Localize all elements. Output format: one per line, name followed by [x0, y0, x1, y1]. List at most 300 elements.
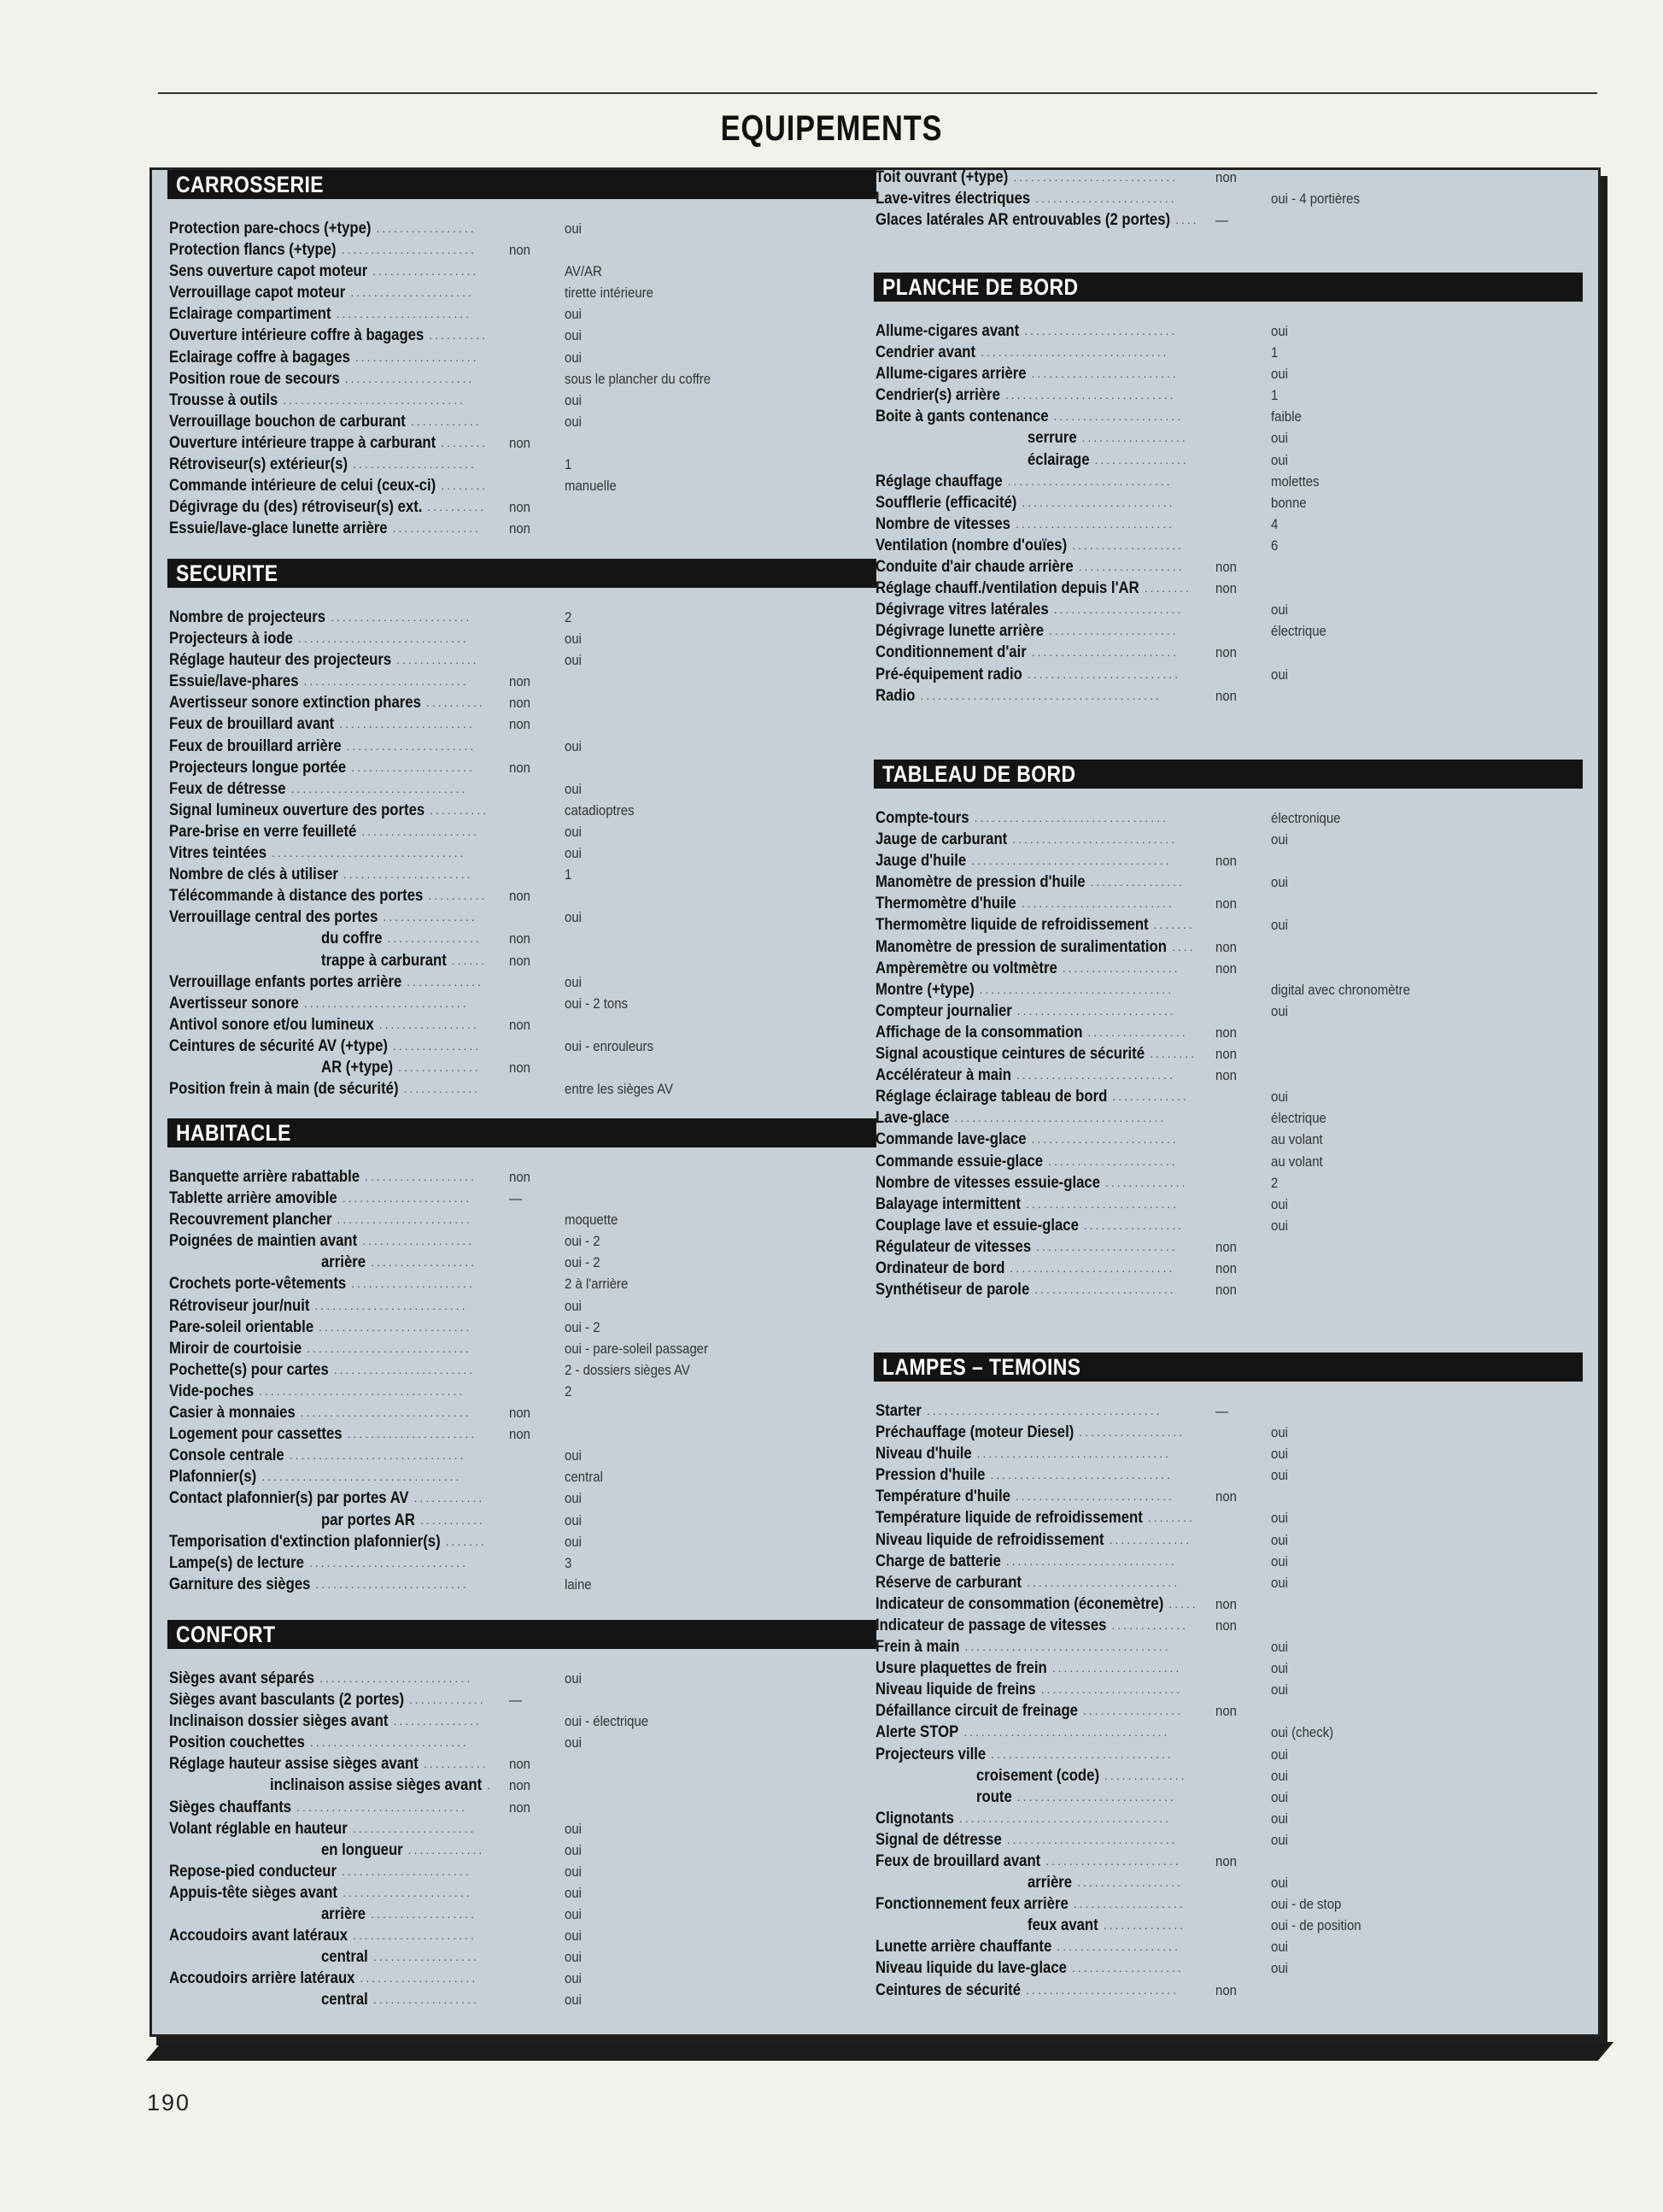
leader-dots: .................................. [261, 1470, 462, 1484]
top-rule [158, 92, 1597, 94]
leader-dots: ............. [403, 1082, 481, 1096]
table-row [167, 1445, 876, 1466]
row-label: Tablette arrière amovible [169, 1189, 337, 1208]
table-row [874, 871, 1583, 893]
row-value-secondary: tirette intérieure [565, 285, 653, 302]
leader-dots: .................. [1077, 1875, 1184, 1890]
table-row [874, 1551, 1583, 1572]
row-label: Conditionnement d'air [875, 643, 1027, 662]
row-label: Crochets porte-vêtements [169, 1275, 347, 1294]
table-row [167, 1989, 876, 2010]
row-value-secondary: oui [1271, 831, 1288, 848]
leader-dots: .......................... [1022, 495, 1175, 509]
row-label: Vide-poches [169, 1382, 255, 1400]
row-label: Commande essuie-glace [875, 1152, 1044, 1171]
leader-dots: ..................... [353, 1928, 477, 1943]
leader-dots: ...................... [1048, 1153, 1178, 1168]
table-row [167, 671, 876, 692]
leader-dots: .............. [1103, 1918, 1186, 1933]
leader-dots: ............. [1112, 1089, 1189, 1104]
row-label: Antivol sonore et/ou lumineux [169, 1015, 374, 1034]
row-value-secondary: oui [1271, 1088, 1288, 1106]
row-label: Couplage lave et essuie-glace [875, 1216, 1079, 1235]
row-value-primary: non [509, 434, 530, 451]
table-row [874, 1936, 1583, 1957]
row-label: Vitres teintées [169, 844, 267, 863]
row-label: Rétroviseur jour/nuit [169, 1296, 310, 1315]
leader-dots: ................................. [974, 811, 1168, 824]
row-value-secondary: 2 [1271, 1174, 1279, 1191]
table-row [167, 864, 876, 885]
leader-dots: . [487, 1778, 494, 1792]
row-value-primary: non [509, 888, 530, 905]
leader-dots: ............................. [296, 1799, 467, 1814]
row-label: Charge de batterie [875, 1552, 1001, 1570]
leader-dots: ............................. [1004, 388, 1176, 402]
leader-dots: ........................... [1016, 1003, 1176, 1018]
table-row [167, 649, 876, 671]
row-label: inclinaison assise sièges avant [270, 1776, 483, 1795]
table-row [167, 1689, 876, 1710]
row-label: Sièges avant basculants (2 portes) [169, 1691, 405, 1710]
page-number: 190 [147, 2090, 191, 2115]
row-label: Sens ouverture capot moteur [169, 262, 368, 281]
leader-dots: .......... [430, 802, 489, 817]
row-label: en longueur [321, 1840, 403, 1859]
row-value-secondary: oui [1271, 1574, 1288, 1591]
row-value-primary: non [1215, 853, 1237, 870]
table-row [167, 950, 876, 971]
leader-dots: ......................................... [920, 688, 1162, 702]
leader-dots: .............................. [290, 781, 468, 795]
leader-dots: .................. [371, 1907, 477, 1922]
row-value-primary: non [1215, 1282, 1237, 1299]
row-label: Repose-pied conducteur [169, 1862, 337, 1880]
row-label: Feux de brouillard arrière [169, 736, 342, 755]
leader-dots: ................... [1073, 1897, 1186, 1911]
row-value-primary: non [1215, 1981, 1237, 1998]
row-label: Temporisation d'extinction plafonnier(s) [169, 1532, 441, 1551]
table-row [874, 1043, 1583, 1065]
leader-dots: ........ [1144, 581, 1192, 596]
row-value-primary: non [509, 1405, 530, 1422]
leader-dots: ..................... [1057, 1939, 1180, 1954]
table-row [874, 1829, 1583, 1851]
leader-dots: .................... [361, 824, 480, 838]
row-label: central [321, 1948, 368, 1967]
row-label: Avertisseur sonore extinction phares [169, 694, 421, 713]
table-row [167, 692, 876, 713]
table-row [874, 384, 1583, 406]
row-label: éclairage [1028, 450, 1090, 469]
table-row [167, 261, 876, 282]
table-row [874, 1443, 1583, 1464]
row-label: AR (+type) [321, 1058, 394, 1077]
table-row [167, 218, 876, 239]
leader-dots: ...................... [342, 1885, 472, 1899]
row-value-secondary: oui - 2 tons [565, 995, 629, 1012]
section-title: SECURITE [176, 560, 278, 586]
row-value-primary: non [509, 1016, 530, 1033]
row-value-secondary: oui [565, 1670, 582, 1687]
table-row [167, 1968, 876, 1989]
row-value-secondary: manuelle [565, 478, 617, 495]
leader-dots: ...................... [1053, 409, 1184, 424]
row-value-primary: non [509, 520, 530, 537]
leader-dots: ................ [387, 931, 482, 946]
table-row [874, 958, 1583, 979]
row-label: Eclairage coffre à bagages [169, 348, 350, 367]
table-row [874, 1400, 1583, 1422]
row-value-secondary: moquette [565, 1212, 618, 1229]
table-row [874, 406, 1583, 427]
row-value-primary: non [1215, 169, 1237, 185]
row-label: arrière [321, 1253, 366, 1272]
row-label: Commande intérieure de celui (ceux-ci) [169, 477, 436, 496]
leader-dots: ....................... [337, 1212, 472, 1227]
row-value-secondary: oui - pare-soleil passager [565, 1340, 708, 1357]
row-value-secondary: oui [565, 306, 582, 323]
table-row [874, 449, 1583, 471]
row-value-secondary: oui [1271, 1681, 1288, 1699]
leader-dots: ............... [393, 1714, 482, 1728]
row-label: Rétroviseur(s) extérieur(s) [169, 455, 348, 474]
leader-dots: ..................... [353, 457, 477, 472]
leader-dots: .......................... [319, 1319, 472, 1334]
row-value-secondary: sous le plancher du coffre [565, 370, 711, 387]
table-row [167, 1925, 876, 1946]
table-row [874, 1872, 1583, 1893]
row-label: Manomètre de pression d'huile [875, 873, 1086, 892]
leader-dots: .......... [427, 500, 487, 514]
section-continued [874, 163, 1583, 231]
table-row [874, 936, 1583, 958]
section-header [167, 170, 876, 199]
row-label: Signal de détresse [875, 1830, 1002, 1849]
table-row [874, 1022, 1583, 1043]
leader-dots: ........................................ [926, 1404, 1162, 1417]
row-label: Indicateur de consommation (éconemètre) [875, 1594, 1164, 1613]
row-label: Dégivrage du (des) rétroviseur(s) ext. [169, 498, 423, 517]
table-row [874, 1744, 1583, 1765]
row-label: Miroir de courtoisie [169, 1339, 302, 1358]
row-label: Réglage hauteur des projecteurs [169, 651, 392, 670]
leader-dots: ........................ [1036, 1239, 1178, 1253]
row-value-secondary: oui [1271, 1810, 1288, 1827]
leader-dots: ............................... [283, 392, 466, 407]
table-row [167, 1402, 876, 1423]
row-value-secondary: oui - 2 [565, 1318, 600, 1335]
leader-dots: ........................... [1015, 1489, 1174, 1504]
row-label: Verrouillage enfants portes arrière [169, 972, 402, 991]
leader-dots: ........................... [1015, 516, 1175, 531]
leader-dots: ................... [362, 1234, 475, 1248]
row-label: Montre (+type) [875, 980, 975, 999]
row-value-secondary: oui - électrique [565, 1713, 649, 1730]
section-habitacle [167, 1118, 876, 1595]
table-row [874, 1129, 1583, 1150]
row-value-secondary: oui [1271, 1767, 1288, 1784]
row-value-primary: non [1215, 687, 1237, 704]
row-label: Accélérateur à main [875, 1066, 1011, 1085]
leader-dots: .......................... [1021, 896, 1174, 911]
leader-dots: ................. [378, 1017, 479, 1031]
table-row [167, 1753, 876, 1775]
table-row [874, 1765, 1583, 1787]
table-row [167, 928, 876, 949]
row-value-secondary: oui [1271, 874, 1288, 891]
leader-dots: ............... [392, 521, 481, 536]
row-label: Température liquide de refroidissement [875, 1509, 1143, 1528]
section-carrosserie [167, 170, 876, 539]
row-label: central [321, 1991, 368, 2010]
table-row [874, 1279, 1583, 1300]
leader-dots: .............. [1105, 1175, 1188, 1189]
table-row [874, 599, 1583, 620]
table-row [874, 1486, 1583, 1507]
leader-dots: ................. [376, 221, 477, 235]
row-label: Usure plaquettes de frein [875, 1659, 1047, 1678]
table-row [167, 1295, 876, 1317]
leader-dots: ............. [407, 974, 483, 989]
row-label: Allume-cigares arrière [875, 365, 1027, 384]
row-value-primary: non [1215, 559, 1237, 576]
row-value-secondary: bonne [1271, 494, 1307, 511]
row-label: Pare-soleil orientable [169, 1317, 314, 1336]
leader-dots: .................... [1062, 960, 1180, 975]
leader-dots: .................. [372, 1950, 479, 1964]
table-row [167, 1036, 876, 1057]
row-label: Nombre de clés à utiliser [169, 865, 338, 884]
leader-dots: ....................... [341, 243, 477, 257]
row-value-primary: non [509, 1756, 530, 1773]
row-label: Compteur journalier [875, 1001, 1012, 1020]
leader-dots: ..................... [352, 1821, 477, 1835]
table-row [167, 411, 876, 432]
row-value-secondary: oui - enrouleurs [565, 1037, 653, 1054]
row-value-primary: — [1215, 1403, 1228, 1419]
section-tableau-de-bord [874, 760, 1583, 1300]
leader-dots: ........ [1147, 1511, 1195, 1525]
row-label: Verrouillage capot moteur [169, 284, 346, 302]
row-label: serrure [1028, 429, 1077, 448]
row-value-secondary: oui - 2 [565, 1233, 600, 1250]
table-row [874, 1172, 1583, 1194]
row-value-secondary: 2 [565, 609, 572, 625]
row-value-secondary: oui [1271, 366, 1288, 383]
section-header [167, 1620, 876, 1649]
table-row [874, 1107, 1583, 1129]
row-label: Cendrier(s) arrière [875, 386, 1000, 405]
leader-dots: .... [1175, 213, 1199, 227]
row-value-secondary: oui [565, 1447, 582, 1464]
section-header [167, 559, 876, 588]
section-securite [167, 559, 876, 1100]
table-row [874, 1615, 1583, 1636]
row-label: feux avant [1028, 1916, 1098, 1935]
table-row [167, 390, 876, 411]
row-value-primary: non [509, 1059, 530, 1076]
table-row [167, 1797, 876, 1818]
table-row [167, 1423, 876, 1445]
leader-dots: ...................... [1051, 1661, 1182, 1675]
row-label: Volant réglable en hauteur [169, 1819, 348, 1838]
row-label: Réglage chauffage [875, 472, 1003, 490]
row-label: Glaces latérales AR entrouvables (2 portes) [875, 211, 1171, 230]
leader-dots: ............................. [300, 1405, 471, 1420]
row-value-secondary: au volant [1271, 1153, 1323, 1170]
table-row [874, 1258, 1583, 1279]
table-row [167, 907, 876, 928]
table-row [167, 1839, 876, 1861]
row-value-secondary: oui [565, 737, 582, 754]
leader-dots: .......................... [1027, 666, 1181, 681]
row-label: Protection pare-chocs (+type) [169, 220, 372, 238]
row-label: Accoudoirs avant latéraux [169, 1927, 348, 1945]
row-label: Projecteurs ville [875, 1745, 987, 1763]
leader-dots: ........................ [1035, 191, 1177, 206]
leader-dots: ................ [1094, 452, 1189, 466]
table-row [167, 1510, 876, 1531]
leader-dots: ............................. [1005, 1553, 1177, 1568]
row-value-secondary: oui [565, 391, 582, 408]
row-value-secondary: oui [1271, 430, 1288, 447]
table-row [874, 1507, 1583, 1528]
row-value-secondary: oui [565, 1734, 582, 1751]
row-value-primary: non [1215, 959, 1237, 977]
table-row [167, 1359, 876, 1381]
section-planche-de-bord [874, 273, 1583, 707]
table-row [874, 1893, 1583, 1915]
row-value-secondary: oui [1271, 1510, 1288, 1527]
leader-dots: ............................ [1013, 170, 1179, 184]
leader-dots: ............................. [297, 631, 469, 646]
table-row [167, 1732, 876, 1753]
table-row [167, 885, 876, 907]
table-row [874, 620, 1583, 642]
leader-dots: ........................... [308, 1555, 468, 1570]
row-value-secondary: oui [565, 1820, 582, 1837]
section-title: HABITACLE [176, 1120, 291, 1146]
row-value-primary: non [509, 1426, 530, 1443]
leader-dots: ................................. [976, 1446, 1172, 1461]
table-row [874, 188, 1583, 209]
row-label: Ampèremètre ou voltmètre [875, 959, 1057, 977]
row-value-secondary: oui [1271, 1002, 1288, 1019]
table-row [167, 1668, 876, 1689]
row-label: Balayage intermittent [875, 1194, 1022, 1213]
table-row [874, 1151, 1583, 1172]
row-value-secondary: oui [1271, 1939, 1288, 1956]
leader-dots: .................................... [954, 1111, 1167, 1125]
leader-dots: ............................... [990, 1468, 1174, 1482]
table-row [167, 496, 876, 518]
leader-dots: ................... [1071, 1961, 1184, 1975]
leader-dots: ............................... [991, 1746, 1174, 1761]
row-label: Casier à monnaies [169, 1404, 296, 1423]
row-value-primary: non [509, 499, 530, 516]
row-label: arrière [321, 1905, 366, 1924]
table-row [167, 1057, 876, 1078]
row-label: Thermomètre d'huile [875, 895, 1016, 913]
leader-dots: ....... [445, 1534, 487, 1548]
row-label: Signal lumineux ouverture des portes [169, 801, 425, 819]
table-row [874, 850, 1583, 871]
row-value-secondary: au volant [1271, 1131, 1323, 1148]
row-value-secondary: oui [565, 1906, 582, 1923]
table-row [874, 1593, 1583, 1615]
leader-dots: ......................... [1031, 367, 1179, 381]
row-label: Radio [875, 686, 916, 705]
leader-dots: ............. [407, 1842, 485, 1857]
leader-dots: .......................... [315, 1576, 469, 1591]
row-value-secondary: 1 [1271, 387, 1279, 404]
table-row [167, 1710, 876, 1732]
row-label: Garniture des sièges [169, 1575, 311, 1593]
table-row [167, 432, 876, 454]
table-row [874, 893, 1583, 914]
leader-dots: ...................... [1053, 602, 1184, 617]
row-value-primary: non [1215, 1024, 1237, 1041]
row-value-secondary: oui [1271, 1639, 1288, 1656]
leader-dots: .................... [360, 1971, 478, 1986]
row-value-primary: non [509, 695, 530, 712]
table-row [874, 1787, 1583, 1808]
row-value-primary: non [1215, 1488, 1237, 1505]
row-label: Poignées de maintien avant [169, 1232, 358, 1251]
row-label: arrière [1028, 1874, 1073, 1892]
row-label: Régulateur de vitesses [875, 1237, 1032, 1256]
row-value-primary: non [509, 759, 530, 776]
row-label: Affichage de la consommation [875, 1023, 1083, 1041]
row-label: Pochette(s) pour cartes [169, 1360, 329, 1379]
row-value-secondary: oui [565, 652, 582, 669]
table-row [874, 1236, 1583, 1258]
row-label: par portes AR [321, 1511, 415, 1529]
row-label: Synthétiseur de parole [875, 1281, 1030, 1300]
row-value-primary: non [509, 930, 530, 948]
row-label: Banquette arrière rabattable [169, 1168, 360, 1186]
row-value-secondary: oui [1271, 1217, 1288, 1234]
table-row [874, 209, 1583, 231]
table-row [874, 1422, 1583, 1443]
row-value-secondary: oui [565, 1970, 582, 1987]
leader-dots: .............. [1109, 1532, 1192, 1546]
row-value-primary: non [1215, 1046, 1237, 1063]
table-row [874, 914, 1583, 936]
table-row [167, 628, 876, 649]
row-label: Console centrale [169, 1446, 284, 1465]
section-lampes-temoins [874, 1352, 1583, 2001]
table-row [167, 368, 876, 390]
row-label: Protection flancs (+type) [169, 241, 337, 260]
row-value-secondary: oui [1271, 1746, 1288, 1763]
leader-dots: ........................ [1040, 1682, 1183, 1697]
row-value-secondary: oui [1271, 1552, 1288, 1570]
table-row [874, 1957, 1583, 1979]
row-value-primary: non [1215, 1595, 1237, 1612]
row-value-secondary: oui [1271, 917, 1288, 934]
row-label: Compte-tours [875, 809, 969, 827]
leader-dots: ...................... [344, 371, 475, 385]
leader-dots: .......... [425, 695, 485, 710]
row-value-primary: non [1215, 1703, 1237, 1720]
leader-dots: .......................... [1027, 1575, 1180, 1589]
row-value-secondary: oui [565, 1863, 582, 1880]
leader-dots: ..................... [351, 1276, 475, 1291]
leader-dots: .................. [371, 1255, 477, 1270]
row-label: Réglage hauteur assise sièges avant [169, 1755, 419, 1774]
